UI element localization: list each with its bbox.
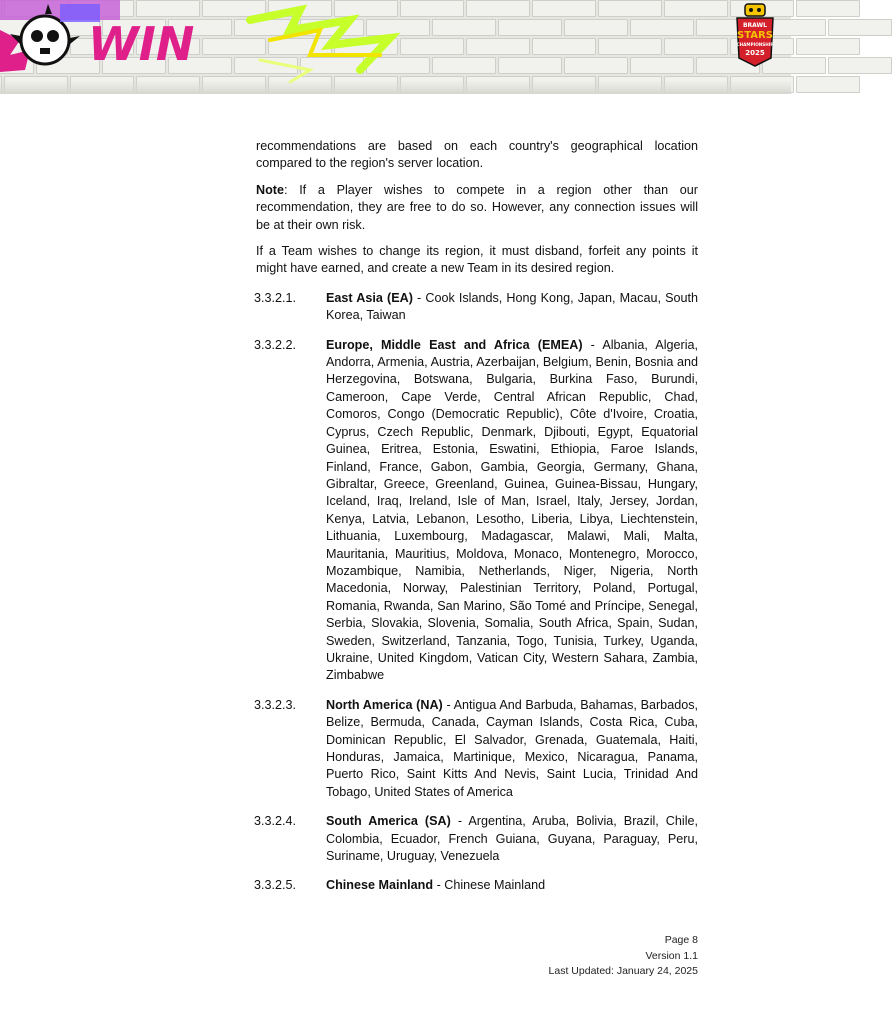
region-countries: - Argentina, Aruba, Bolivia, Brazil, Chile, Colombia, Ecuador, French Guiana, Guyana, Paraguay, Peru, Suriname, Uruguay, Venezuela [326, 814, 698, 864]
region-name: East Asia (EA) [326, 290, 413, 305]
graffiti-win-text: WIN [88, 17, 195, 71]
region-countries: - Antigua And Barbuda, Bahamas, Barbados, Belize, Bermuda, Canada, Cayman Islands, Costa Rica, Cuba, Dominican Republic, El Salvador, Grenada, Guatemala, Haiti, Honduras, Jamaica, Martinique, Mexico, Nicaragua, Panama, Puerto Rico, Saint Kitts And Nevis, Saint Lucia, Trinidad And Tobago, United States of America [326, 697, 698, 799]
graffiti-skull-icon [0, 0, 195, 80]
region-item-emea [256, 337, 698, 685]
document-body [256, 138, 698, 907]
region-item-chinese-mainland [256, 877, 698, 894]
intro-paragraph: recommendations are based on each country's geographical location compared to the region's server location. [256, 139, 698, 171]
clause-number: 3.3.2.1. [254, 290, 297, 305]
region-list [256, 290, 698, 895]
brawl-stars-championship-logo [733, 2, 777, 68]
last-updated: Last Updated: January 24, 2025 [548, 965, 698, 977]
region-name: Europe, Middle East and Africa (EMEA) [326, 337, 583, 352]
clause-number: 3.3.2.4. [254, 814, 297, 829]
graffiti-scribble [230, 0, 430, 90]
region-name: South America (SA) [326, 814, 451, 829]
note-text: : If a Player wishes to compete in a region other than our recommendation, they are free to do so. However, any connection issues will be at their own risk. [256, 182, 698, 232]
clause-number: 3.3.2.5. [254, 878, 297, 893]
clause-number: 3.3.2.2. [254, 337, 297, 352]
clause-number: 3.3.2.3. [254, 697, 297, 712]
svg-text:CHAMPIONSHIP: CHAMPIONSHIP [736, 42, 774, 47]
team-change-paragraph: If a Team wishes to change its region, it must disband, forfeit any points it might have earned, and create a new Team in its desired region. [256, 244, 698, 276]
note-paragraph [256, 182, 698, 234]
svg-text:BRAWL: BRAWL [742, 22, 768, 29]
region-countries: - Chinese Mainland [433, 878, 546, 893]
page-footer [549, 933, 698, 980]
header-banner [0, 0, 791, 94]
region-item-sa [256, 813, 698, 865]
page-number: Page 8 [664, 934, 698, 946]
region-name: North America (NA) [326, 697, 443, 712]
region-countries: - Cook Islands, Hong Kong, Japan, Macau, South Korea, Taiwan [326, 290, 698, 323]
version-label: Version 1.1 [645, 949, 698, 962]
svg-text:2025: 2025 [745, 49, 765, 57]
svg-text:STARS: STARS [737, 30, 773, 41]
region-item-ea [256, 290, 698, 325]
region-name: Chinese Mainland [326, 878, 434, 893]
region-item-na [256, 697, 698, 801]
region-countries: - Albania, Algeria, Andorra, Armenia, Austria, Azerbaijan, Belgium, Benin, Bosnia and Herzegovina, Botswana, Bulgaria, Burkina Faso, Burundi, Cameroon, Cape Verde, Central African Republic, Chad, Comoros, Congo (Democratic Republic), Côte d'Ivoire, Croatia, Cyprus, Czech Republic, Denmark, Djibouti, Egypt, Equatorial Guinea, Eritrea, Estonia, Eswatini, Ethiopia, Faroe Islands, Finland, France, Gabon, Gambia, Georgia, Germany, Ghana, Gibraltar, Greece, Greenland, Guinea, Guinea-Bissau, Hungary, Iceland, Iraq, Ireland, Isle of Man, Israel, Italy, Jersey, Jordan, Kenya, Latvia, Lebanon, Lesotho, Liberia, Libya, Liechtenstein, Lithuania, Luxembourg, Madagascar, Malawi, Mali, Malta, Mauritania, Mauritius, Moldova, Monaco, Montenegro, Morocco, Mozambique, Namibia, Netherlands, Niger, Nigeria, North Macedonia, Norway, Palestinian Territory, Poland, Portugal, Romania, Rwanda, San Marino, São Tomé and Príncipe, Senegal, Serbia, Slovakia, Slovenia, Somalia, South Africa, Spain, Sudan, Sweden, Switzerland, Tanzania, Togo, Tunisia, Turkey, Uganda, Ukraine, United Kingdom, Vatican City, Western Sahara, Zambia, Zimbabwe [326, 337, 699, 683]
note-label: Note [256, 182, 284, 197]
